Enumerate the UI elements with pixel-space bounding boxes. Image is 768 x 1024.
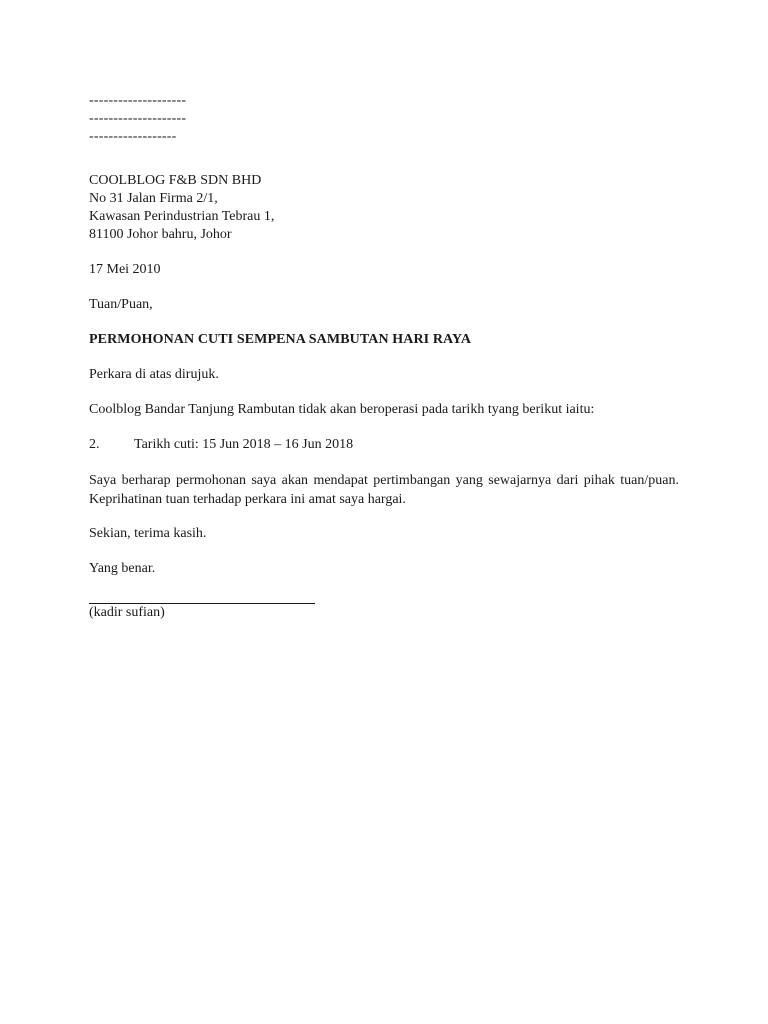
recipient-address-line-3: 81100 Johor bahru, Johor xyxy=(89,227,232,242)
leave-date-item xyxy=(89,436,679,454)
signatory-name: (kadir sufian) xyxy=(89,605,165,620)
paragraph-request: Saya berharap permohonan saya akan mendapat pertimbangan yang sewajarnya dari pihak tuan/puan. Keprihatinan tuan terhadap perkara ini amat saya hargai. xyxy=(89,473,679,507)
letter-date: 17 Mei 2010 xyxy=(89,262,161,277)
item-number: 2. xyxy=(89,437,100,452)
sender-placeholder-line-1: -------------------- xyxy=(89,93,187,108)
recipient-address xyxy=(89,172,679,244)
letter-page xyxy=(89,92,679,622)
salutation: Tuan/Puan, xyxy=(89,297,153,312)
paragraph-reference: Perkara di atas dirujuk. xyxy=(89,367,219,382)
recipient-address-line-2: Kawasan Perindustrian Tebrau 1, xyxy=(89,209,275,224)
sender-placeholder-line-2: -------------------- xyxy=(89,111,187,126)
recipient-name: COOLBLOG F&B SDN BHD xyxy=(89,173,262,188)
paragraph-thanks: Sekian, terima kasih. xyxy=(89,526,207,541)
letter-subject: PERMOHONAN CUTI SEMPENA SAMBUTAN HARI RAYA xyxy=(89,332,472,347)
item-text: Tarikh cuti: 15 Jun 2018 – 16 Jun 2018 xyxy=(134,437,354,452)
closing-phrase: Yang benar. xyxy=(89,561,156,576)
signature-line xyxy=(89,587,315,604)
recipient-address-line-1: No 31 Jalan Firma 2/1, xyxy=(89,191,218,206)
sender-placeholder-line-3: ------------------ xyxy=(89,129,177,144)
paragraph-closure-notice: Coolblog Bandar Tanjung Rambutan tidak akan beroperasi pada tarikh tyang berikut iaitu: xyxy=(89,402,595,417)
